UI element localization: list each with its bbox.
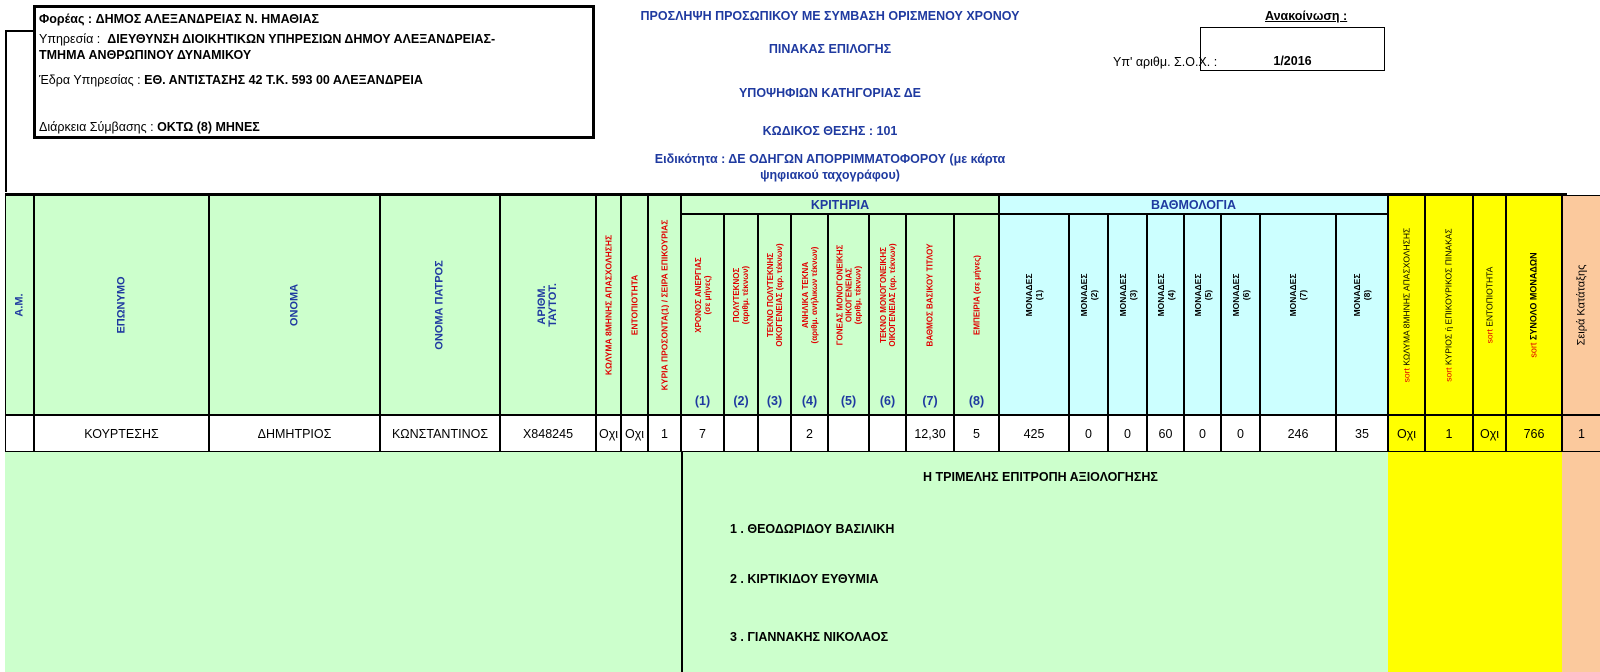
duration-label: Διάρκεια Σύμβασης :	[39, 120, 154, 134]
cell-sort-locality: Οχι	[1473, 415, 1506, 452]
header-main-qualifications-label: ΚΥΡΙΑ ΠΡΟΣΟΝΤΑ(1) / ΣΕΙΡΑ ΕΠΙΚΟΥΡΙΑΣ	[659, 219, 669, 391]
bottom-peach-area	[1562, 452, 1600, 672]
header-locality	[621, 195, 648, 415]
header-sort-restriction	[1388, 195, 1425, 415]
header-rank	[1562, 195, 1600, 415]
header-am-label: Α.Μ.	[13, 293, 25, 317]
header-criterion-3	[758, 214, 791, 415]
cell-criterion-6	[869, 415, 906, 452]
duration-value: ΟΚΤΩ (8) ΜΗΝΕΣ	[157, 120, 260, 134]
header-score-5	[1184, 214, 1221, 415]
cell-score-8: 35	[1336, 415, 1388, 452]
header-criterion-label: ΠΟΛΥΤΕΚΝΟΣ (αριθμ. τέκνων)	[732, 265, 750, 324]
committee-member-2: 2 . ΚΙΡΤΙΚΙΔΟΥ ΕΥΘΥΜΙΑ	[730, 572, 879, 586]
header-score-2	[1069, 214, 1108, 415]
header-criterion-5	[828, 214, 869, 415]
header-sort-total-label: ΣΥΝΟΛΟ ΜΟΝΑΔΩΝ	[1528, 252, 1539, 341]
header-criterion-number: (1)	[694, 394, 711, 408]
cell-am	[5, 415, 34, 452]
header-criterion-label: ΧΡΟΝΟΣ ΑΝΕΡΓΙΑΣ (σε μήνες)	[693, 256, 712, 333]
cell-locality: Οχι	[621, 415, 648, 452]
cell-score-3: 0	[1108, 415, 1147, 452]
cell-surname: ΚΟΥΡΤΕΣΗΣ	[34, 415, 209, 452]
cell-total: 766	[1506, 415, 1562, 452]
header-name	[209, 195, 380, 415]
header-score-1	[999, 214, 1069, 415]
header-criterion-7	[906, 214, 954, 415]
title-line-1: ΠΡΟΣΛΗΨΗ ΠΡΟΣΩΠΙΚΟΥ ΜΕ ΣΥΜΒΑΣΗ ΟΡΙΣΜΕΝΟΥ ΧΡΟΝΟΥ	[640, 9, 1020, 23]
cell-main-qualifications: 1	[648, 415, 681, 452]
seat-label: Έδρα Υπηρεσίας :	[39, 73, 141, 87]
header-restriction	[596, 195, 621, 415]
header-father-name-label: ΟΝΟΜΑ ΠΑΤΡΟΣ	[433, 260, 446, 350]
announcement-label: Ανακοίνωση :	[1265, 9, 1348, 23]
header-score-3	[1108, 214, 1147, 415]
header-restriction-label: ΚΩΛΥΜΑ 8ΜΗΝΗΣ ΑΠΑΣΧΟΛΗΣΗΣ	[603, 234, 613, 376]
title-line-6: ψηφιακού ταχογράφου)	[760, 168, 900, 182]
agency-info-box	[33, 5, 595, 139]
header-sort-total	[1506, 195, 1562, 415]
header-criterion-label: ΓΟΝΕΑΣ ΜΟΝΟΓΟΝΕΙΚΗΣ ΟΙΚΟΓΕΝΕΙΑΣ (αριθμ. τέκνων)	[835, 244, 862, 345]
header-criterion-label: ΒΑΘΜΟΣ ΒΑΣΙΚΟΥ ΤΙΤΛΟΥ	[925, 243, 935, 347]
header-score-label: ΜΟΝΑΔΕΣ (1)	[1024, 273, 1044, 317]
title-line-3: ΥΠΟΨΗΦΙΩΝ ΚΑΤΗΓΟΡΙΑΣ ΔΕ	[738, 86, 922, 100]
header-score-label: ΜΟΝΑΔΕΣ (2)	[1078, 273, 1099, 317]
header-rank-label: Σειρά Κατάταξης	[1575, 264, 1587, 346]
header-criterion-number: (7)	[922, 394, 938, 408]
header-sort-main-table	[1425, 195, 1473, 415]
header-criterion-number: (6)	[879, 394, 896, 408]
cell-criterion-7: 12,30	[906, 415, 954, 452]
header-score-8	[1336, 214, 1388, 415]
header-criterion-number: (8)	[968, 394, 985, 408]
sox-label: Υπ' αριθμ. Σ.Ο.Χ. :	[1113, 55, 1218, 69]
header-score-label: ΜΟΝΑΔΕΣ (4)	[1155, 273, 1176, 317]
header-score-label: ΜΟΝΑΔΕΣ (8)	[1352, 273, 1372, 317]
header-surname-label: ΕΠΩΝΥΜΟ	[115, 276, 127, 334]
sox-box	[1200, 27, 1385, 71]
committee-title: Η ΤΡΙΜΕΛΗΣ ΕΠΙΤΡΟΠΗ ΑΞΙΟΛΟΓΗΣΗΣ	[923, 470, 1158, 484]
cell-score-4: 60	[1147, 415, 1184, 452]
header-score-6	[1221, 214, 1260, 415]
cell-criterion-8: 5	[954, 415, 999, 452]
agency-value: ΔΗΜΟΣ ΑΛΕΞΑΝΔΡΕΙΑΣ Ν. ΗΜΑΘΙΑΣ	[95, 12, 319, 26]
header-criterion-number: (5)	[840, 394, 857, 408]
agency-label: Φορέας :	[39, 12, 93, 26]
header-am	[5, 195, 34, 415]
header-score-label: ΜΟΝΑΔΕΣ (5)	[1192, 273, 1213, 317]
seat-value: ΕΘ. ΑΝΤΙΣΤΑΣΗΣ 42 Τ.Κ. 593 00 ΑΛΕΞΑΝΔΡΕΙΑ	[144, 73, 423, 87]
header-main-qualifications	[648, 195, 681, 415]
cell-id-number: Χ848245	[500, 415, 596, 452]
cell-criterion-5	[828, 415, 869, 452]
title-line-4: ΚΩΔΙΚΟΣ ΘΕΣΗΣ : 101	[762, 124, 898, 138]
header-id-number-label: ΑΡΙΘΜ. ΤΑΥΤΟΤ.	[536, 283, 559, 327]
header-criterion-1	[681, 214, 724, 415]
cell-score-6: 0	[1221, 415, 1260, 452]
header-score-label: ΜΟΝΑΔΕΣ (6)	[1230, 273, 1251, 317]
cell-score-5: 0	[1184, 415, 1221, 452]
service-label: Υπηρεσία :	[39, 32, 101, 46]
header-criterion-2	[724, 214, 758, 415]
cell-name: ΔΗΜΗΤΡΙΟΣ	[209, 415, 380, 452]
sort-prefix-1: sort	[1401, 368, 1411, 383]
cell-criterion-1: 7	[681, 415, 724, 452]
title-line-2: ΠΙΝΑΚΑΣ ΕΠΙΛΟΓΗΣ	[768, 42, 892, 56]
committee-member-3: 3 . ΓΙΑΝΝΑΚΗΣ ΝΙΚΟΛΑΟΣ	[730, 630, 889, 644]
header-score-7	[1260, 214, 1336, 415]
cell-score-7: 246	[1260, 415, 1336, 452]
header-locality-label: ΕΝΤΟΠΙΟΤΗΤΑ	[629, 274, 639, 336]
scores-group-header: ΒΑΘΜΟΛΟΓΙΑ	[999, 195, 1388, 214]
header-criterion-label: ΤΕΚΝΟ ΜΟΝΟΓΟΝΕΙΚΗΣ ΟΙΚΟΓΕΝΕΙΑΣ (αρ. τέκνων)	[878, 242, 897, 347]
header-name-label: ΟΝΟΜΑ	[288, 283, 300, 327]
header-id-number	[500, 195, 596, 415]
cell-sort-main-table: 1	[1425, 415, 1473, 452]
header-sort-restriction-label: ΚΩΛΥΜΑ 8ΜΗΝΗΣ ΑΠΑΣΧΟΛΗΣΗΣ	[1401, 227, 1411, 366]
criteria-group-header: ΚΡΙΤΗΡΙΑ	[681, 195, 999, 214]
sort-prefix-3: sort	[1484, 329, 1494, 344]
sort-prefix-2: sort	[1443, 367, 1454, 382]
cell-criterion-3	[758, 415, 791, 452]
header-sort-locality-label: ΕΝΤΟΠΙΟΤΗΤΑ	[1484, 266, 1494, 327]
header-father-name	[380, 195, 500, 415]
header-score-label: ΜΟΝΑΔΕΣ (3)	[1117, 273, 1138, 317]
header-surname	[34, 195, 209, 415]
header-score-4	[1147, 214, 1184, 415]
cell-sort-restriction: Οχι	[1388, 415, 1425, 452]
cell-score-2: 0	[1069, 415, 1108, 452]
header-sort-main-table-label: ΚΥΡΙΟΣ ή ΕΠΙΚΟΥΡΙΚΟΣ ΠΙΝΑΚΑΣ	[1443, 228, 1454, 366]
left-border-line	[5, 30, 7, 192]
cell-score-1: 425	[999, 415, 1069, 452]
sort-prefix-4: sort	[1528, 342, 1539, 358]
sox-value: 1/2016	[1273, 54, 1312, 68]
header-criterion-8	[954, 214, 999, 415]
cell-father-name: ΚΩΝΣΤΑΝΤΙΝΟΣ	[380, 415, 500, 452]
left-border-tick	[5, 30, 34, 32]
header-criterion-label: ΑΝΗΛΙΚΑ ΤΕΚΝΑ (αριθμ. ανήλικων τέκνων)	[800, 246, 819, 344]
header-score-label: ΜΟΝΑΔΕΣ (7)	[1288, 273, 1308, 317]
header-criterion-number: (4)	[801, 394, 818, 408]
title-line-5: Ειδικότητα : ΔΕ ΟΔΗΓΩΝ ΑΠΟΡΡΙΜΜΑΤΟΦΟΡΟΥ (με κάρτα	[654, 152, 1006, 166]
header-sort-locality	[1473, 195, 1506, 415]
bottom-yellow-area	[1388, 452, 1562, 672]
cell-criterion-2	[724, 415, 758, 452]
header-criterion-label: ΤΕΚΝΟ ΠΟΛΥΤΕΚΝΗΣ ΟΙΚΟΓΕΝΕΙΑΣ (αρ. τέκνων)	[765, 242, 784, 347]
cell-criterion-4: 2	[791, 415, 828, 452]
header-criterion-label: ΕΜΠΕΙΡΙΑ (σε μήνες)	[972, 254, 981, 335]
header-criterion-number: (3)	[766, 394, 783, 408]
header-criterion-4	[791, 214, 828, 415]
committee-member-1: 1 . ΘΕΟΔΩΡΙΔΟΥ ΒΑΣΙΛΙΚΗ	[730, 522, 895, 536]
header-criterion-6	[869, 214, 906, 415]
service-value-line1: ΔΙΕΥΘΥΝΣΗ ΔΙΟΙΚΗΤΙΚΩΝ ΥΠΗΡΕΣΙΩΝ ΔΗΜΟΥ ΑΛΕΞΑΝΔΡΕΙΑΣ-	[107, 32, 496, 46]
cell-rank: 1	[1562, 415, 1600, 452]
cell-restriction: Οχι	[596, 415, 621, 452]
header-criterion-number: (2)	[733, 394, 749, 408]
service-value-line2: ΤΜΗΜΑ ΑΝΘΡΩΠΙΝΟΥ ΔΥΝΑΜΙΚΟΥ	[39, 48, 252, 62]
bottom-left-area	[5, 452, 682, 672]
